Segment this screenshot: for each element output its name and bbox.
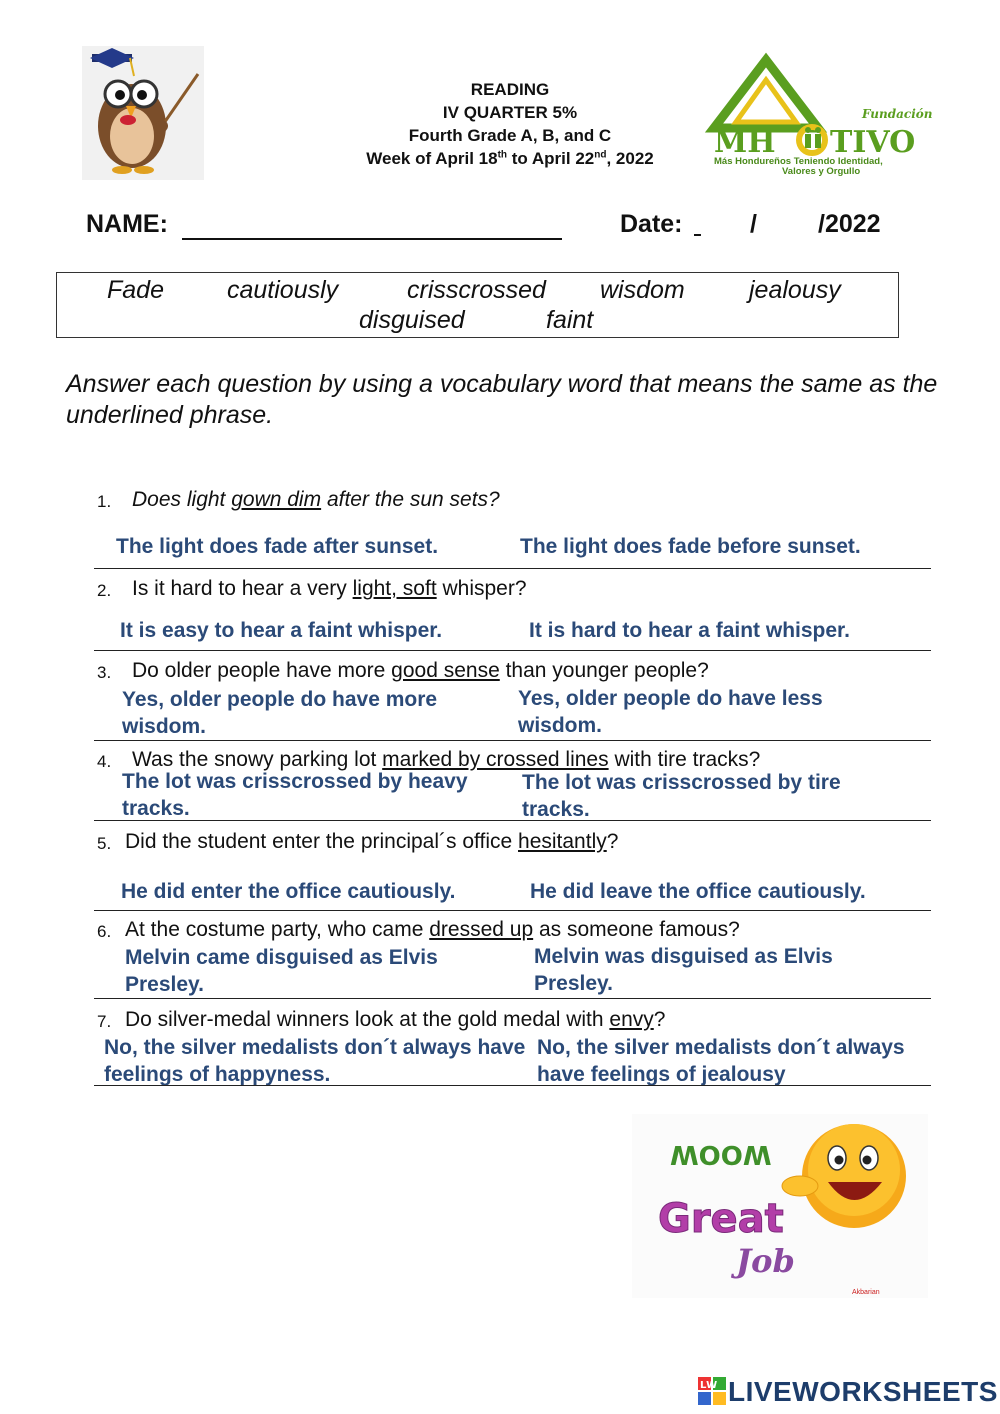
answer-option[interactable]: The lot was crisscrossed by heavy tracks. — [122, 770, 468, 820]
answer-line — [94, 1085, 931, 1086]
svg-text:LW: LW — [700, 1380, 718, 1391]
word-bank-box — [56, 272, 899, 338]
question-text: Do older people have more good sense than younger people? — [132, 659, 709, 682]
question-text: At the costume party, who came dressed up as someone famous? — [125, 918, 740, 941]
worksheet-header — [300, 78, 720, 170]
liveworksheets-text: LIVEWORKSHEETS — [728, 1376, 998, 1407]
question-text: Was the snowy parking lot marked by crossed lines with tire tracks? — [132, 748, 761, 771]
answer-option[interactable]: Melvin came disguised as Elvis Presley. — [125, 946, 438, 996]
svg-text:Akbarian: Akbarian — [852, 1289, 880, 1296]
date-year: /2022 — [818, 210, 881, 238]
answer-line — [94, 820, 931, 821]
question-number: 6. — [97, 922, 112, 941]
liveworksheets-logo-icon — [698, 1377, 726, 1405]
answer-option[interactable]: The lot was crisscrossed by tire tracks. — [522, 771, 841, 821]
word-bank-word: disguised — [359, 306, 465, 334]
week-label: Week of April 18th to April 22nd, 2022 — [366, 149, 654, 168]
answer-option[interactable]: No, the silver medalists don´t always have feelings of happyness. — [104, 1036, 526, 1086]
answer-option[interactable]: It is easy to hear a faint whisper. — [120, 619, 443, 642]
question-number: 3. — [97, 663, 112, 682]
word-bank-word: crisscrossed — [407, 276, 546, 304]
quarter-label: IV QUARTER 5% — [442, 103, 578, 122]
answer-line — [94, 910, 931, 911]
word-bank-word: cautiously — [227, 276, 339, 304]
grade-label: Fourth Grade A, B, and C — [408, 126, 612, 145]
answer-line — [94, 998, 931, 999]
liveworksheets-watermark — [698, 1376, 998, 1408]
question-text: Does light gown dim after the sun sets? — [132, 488, 500, 511]
owl-teacher-logo — [82, 46, 204, 180]
answer-option[interactable]: Melvin was disguised as Elvis Presley. — [534, 945, 833, 995]
answer-option[interactable]: The light does fade before sunset. — [520, 535, 861, 558]
svg-text:Great: Great — [658, 1196, 784, 1242]
date-label: Date: — [620, 210, 683, 238]
word-bank-word: faint — [546, 306, 594, 334]
word-bank-word: jealousy — [749, 276, 841, 304]
fundacion-motivo-logo — [712, 58, 933, 177]
question-text: Is it hard to hear a very light, soft whisper? — [132, 577, 527, 600]
answer-option[interactable]: Yes, older people do have less wisdom. — [518, 687, 823, 737]
word-bank-word: wisdom — [600, 276, 685, 304]
answer-option[interactable]: The light does fade after sunset. — [116, 535, 439, 558]
name-input-line[interactable] — [182, 238, 562, 240]
instructions: Answer each question by using a vocabulary word that means the same as the underlined phrase. — [66, 370, 938, 429]
answer-option[interactable]: He did leave the office cautiously. — [530, 880, 866, 903]
answer-option[interactable]: Yes, older people do have more wisdom. — [122, 688, 438, 738]
svg-text:Valores y Orgullo: Valores y Orgullo — [782, 166, 861, 177]
name-label: NAME: — [86, 210, 168, 238]
svg-text:MH: MH — [714, 125, 776, 160]
date-slash: / — [750, 210, 757, 238]
question-number: 5. — [97, 834, 112, 853]
answer-line — [94, 740, 931, 741]
question-text: Did the student enter the principal´s office hesitantly? — [125, 830, 619, 853]
question-number: 1. — [97, 492, 112, 511]
question-number: 4. — [97, 752, 112, 771]
word-bank-word: Fade — [107, 276, 164, 304]
svg-text:Más Hondureños Teniendo Identi: Más Hondureños Teniendo Identidad, — [714, 156, 883, 167]
great-job-sticker — [632, 1114, 928, 1298]
answer-option[interactable]: It is hard to hear a faint whisper. — [529, 619, 850, 642]
subject-title: READING — [470, 80, 550, 99]
svg-text:Job: Job — [736, 1242, 795, 1280]
svg-text:TIVO: TIVO — [830, 125, 916, 160]
date-input-line[interactable] — [694, 210, 886, 239]
question-number: 2. — [97, 581, 112, 600]
answer-line — [94, 568, 931, 569]
svg-text:WOOW: WOOW — [670, 1139, 772, 1169]
answer-option[interactable]: He did enter the office cautiously. — [121, 880, 456, 903]
answer-line — [94, 650, 931, 651]
svg-text:Fundación: Fundación — [862, 107, 933, 121]
question-number: 7. — [97, 1012, 112, 1031]
answer-option[interactable]: No, the silver medalists don´t always have feelings of jealousy — [537, 1036, 905, 1086]
question-text: Do silver-medal winners look at the gold medal with envy? — [125, 1008, 666, 1031]
